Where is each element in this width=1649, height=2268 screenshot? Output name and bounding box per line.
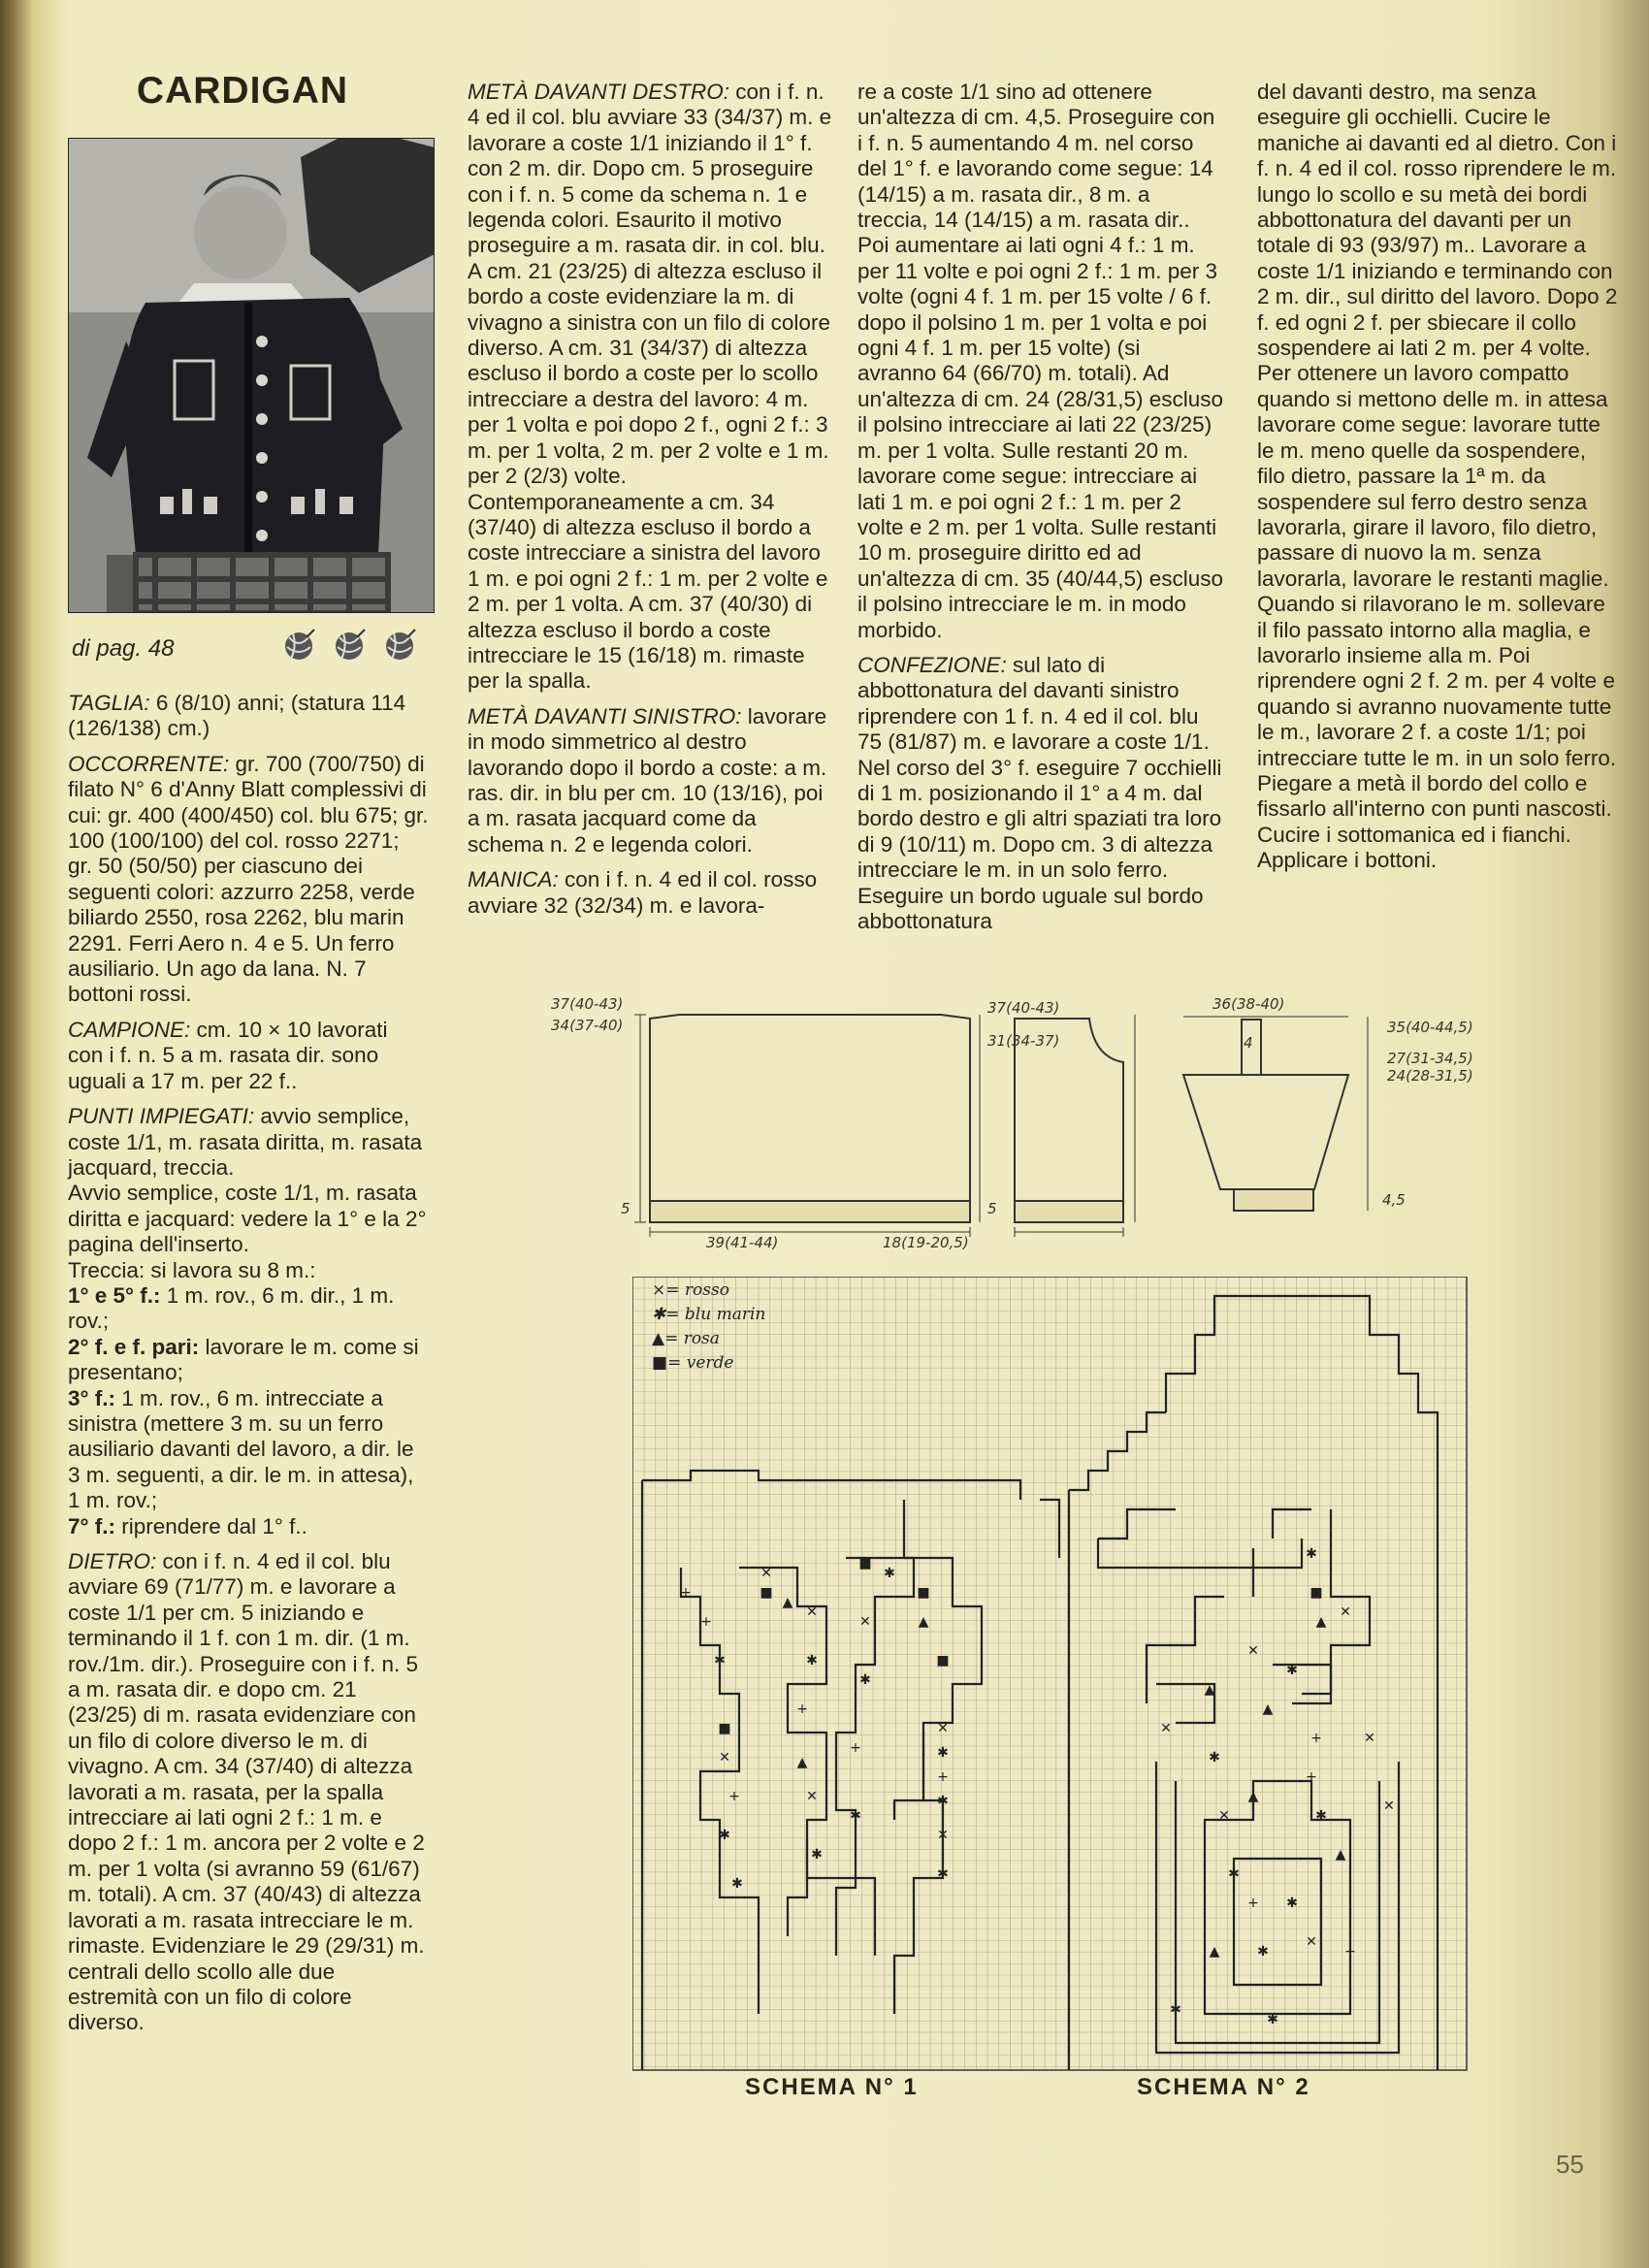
back-schematic — [650, 1015, 970, 1222]
text-column-3 — [857, 80, 1224, 944]
dim-front-width: 18(19-20,5) — [883, 1234, 969, 1251]
svg-text:✱: ✱ — [884, 1566, 895, 1581]
legend-item: ■= verde — [652, 1353, 734, 1373]
svg-text:✱: ✱ — [731, 1876, 743, 1892]
dim-front-rib: 5 — [987, 1200, 997, 1217]
page-number: 55 — [1556, 2150, 1584, 2179]
dim-sleeve-center: 4 — [1244, 1034, 1253, 1052]
paragraph: 1° e 5° f.: 1 m. rov., 6 m. dir., 1 m. rov.; — [68, 1282, 395, 1334]
svg-text:+: + — [937, 1769, 949, 1785]
dim-sleeve-cuff: 4,5 — [1382, 1191, 1406, 1209]
paragraph: 3° f.: 1 m. rov., 6 m. intrecciate a sinistra (mettere 3 m. su un ferro ausiliario davanti del lavoro, a dir. le 3 m. seguenti, a dir. le m. in attesa), 1 m. rov.; — [68, 1385, 414, 1513]
svg-text:▲: ▲ — [782, 1595, 793, 1610]
yarn-ball-icon — [332, 628, 367, 663]
paragraph: PUNTI IMPIEGATI: avvio semplice, coste 1/1, m. rasata diritta, m. rasata jacquard, treccia. — [68, 1104, 423, 1180]
svg-text:✱: ✱ — [850, 1808, 861, 1824]
paragraph: Avvio semplice, coste 1/1, m. rasata diritta e jacquard: vedere la 1° e la 2° pagina dell'inserto. — [68, 1181, 427, 1257]
svg-text:✕: ✕ — [1160, 1721, 1172, 1736]
svg-text:▲: ▲ — [1209, 1944, 1220, 1960]
paragraph: METÀ DAVANTI DESTRO: con i f. n. 4 ed il col. blu avviare 33 (34/37) m. e lavorare a coste 1/1 iniziando il 1° f. con 2 m. dir. Dopo cm. 5 proseguire con i f. n. 5 come da schema n. 1 e legenda colori. Esaurito il motivo proseguire a m. rasata dir. in col. blu. A cm. 21 (23/25) di altezza escluso il bordo a coste evidenziare la m. di vivagno a sinistra con un filo di colore diverso. A cm. 31 (34/37) di altezza escluso il bordo a coste per lo scollo intrecciare a destra del lavoro: 4 m. per 1 volta e poi dopo 2 f., ogni 2 f.: 3 m. per 1 volta, 2 m. per 2 volte e 1 m. per 2 (2/3) volte. Contemporaneamente a cm. 34 (37/40) di altezza escluso il bordo a coste intrecciare a sinistra del lavoro 1 m. e poi ogni 2 f.: 1 m. per 2 volte e 2 m. per 1 volta. A cm. 37 (40/30) di altezza escluso il bordo a coste intrecciare le 15 (16/18) m. rimaste per la spalla. — [468, 80, 832, 694]
page-title: CARDIGAN — [136, 70, 349, 112]
svg-text:✱: ✱ — [1170, 2002, 1181, 2018]
cardigan-photo — [68, 138, 435, 613]
sleeve-schematic — [1183, 1020, 1348, 1211]
paragraph: TAGLIA: 6 (8/10) anni; (statura 114 (126/138) cm.) — [68, 691, 406, 741]
knitting-chart — [632, 1277, 1469, 2072]
svg-text:▲: ▲ — [1315, 1614, 1327, 1630]
svg-text:+: + — [728, 1789, 740, 1804]
svg-text:✕: ✕ — [1364, 1731, 1375, 1746]
color-legend — [652, 1279, 765, 1376]
svg-text:✱: ✱ — [1257, 1944, 1269, 1960]
svg-text:✕: ✕ — [1218, 1808, 1230, 1824]
dim-back-width: 39(41-44) — [706, 1234, 779, 1251]
svg-text:✕: ✕ — [1306, 1934, 1317, 1950]
svg-text:+: + — [796, 1701, 808, 1717]
yarn-ball-icon — [382, 628, 417, 663]
paragraph: CAMPIONE: cm. 10 × 10 lavorati con i f. n. 5 a m. rasata dir. sono uguali a 17 m. per 22 f.. — [68, 1017, 388, 1093]
schema-2-caption: SCHEMA N° 2 — [1137, 2074, 1310, 2100]
svg-text:✱: ✱ — [1267, 2012, 1278, 2027]
svg-text:✱: ✱ — [1286, 1895, 1298, 1911]
svg-text:✱: ✱ — [1209, 1750, 1220, 1766]
svg-text:✕: ✕ — [859, 1614, 871, 1630]
svg-text:✱: ✱ — [714, 1653, 726, 1669]
legend-item: ▲= rosa — [652, 1329, 720, 1348]
svg-text:✱: ✱ — [937, 1866, 949, 1882]
svg-text:✕: ✕ — [806, 1604, 818, 1620]
svg-text:■: ■ — [718, 1721, 731, 1736]
svg-text:✱: ✱ — [719, 1828, 730, 1843]
dim-sleeve-h1: 35(40-44,5) — [1387, 1019, 1473, 1036]
svg-text:✕: ✕ — [1247, 1643, 1259, 1659]
svg-text:✕: ✕ — [806, 1789, 818, 1804]
legend-item: ✱= blu marin — [652, 1305, 766, 1324]
dim-sleeve-top-width: 36(38-40) — [1212, 995, 1285, 1013]
dim-front-height-total: 37(40-43) — [987, 999, 1060, 1017]
paragraph: OCCORRENTE: gr. 700 (700/750) di filato N° 6 d'Anny Blatt complessivi di cui: gr. 400 (400/450) col. blu 675; gr. 100 (100/100) del col. rosso 2271; gr. 50 (50/50) per ciascuno dei seguenti colori: azzurro 2258, verde biliardo 2550, rosa 2262, blu marin 2291. Ferri Aero n. 4 e 5. Un ferro ausiliario. Un ago da lana. N. 7 bottoni rossi. — [68, 751, 429, 1007]
svg-text:✕: ✕ — [937, 1828, 949, 1843]
svg-text:+: + — [1306, 1769, 1317, 1785]
svg-text:✱: ✱ — [1315, 1808, 1327, 1824]
dim-back-rib: 5 — [621, 1200, 630, 1217]
svg-text:✕: ✕ — [719, 1750, 730, 1766]
yarn-ball-icon — [281, 628, 316, 663]
dim-sleeve-h2: 27(31-34,5) — [1387, 1050, 1473, 1067]
paragraph: re a coste 1/1 sino ad ottenere un'altezza di cm. 4,5. Proseguire con i f. n. 5 aumentando 4 m. nel corso del 1° f. e lavorando come segue: 14 (14/15) a m. rasata dir., 8 m. a treccia, 14 (14/15) a m. rasata dir.. Poi aumentare ai lati ogni 4 f.: 1 m. per 11 volte e poi ogni 2 f.: 1 m. per 3 volte (ogni 4 f. 1 m. per 15 volte / 6 f. dopo il polsino 1 m. per 1 volta e poi ogni 4 f. 1 m. per 15 volte) (si avranno 64 (66/70) m. totali). Ad un'altezza di cm. 24 (28/31,5) escluso il polsino intrecciare ai lati 22 (23/25) m. per 1 volta. Sulle restanti 20 m. lavorare come segue: intrecciare ai lati 1 m. e poi ogni 2 f.: 1 m. per 2 volte e 2 m. per 1 volta. Sulle restanti 10 m. proseguire diritto ed ad un'altezza di cm. 35 (40/44,5) escluso il polsino intrecciare le m. in modo morbido. — [857, 80, 1223, 642]
legend-item: ×= rosso — [652, 1280, 729, 1300]
svg-text:✕: ✕ — [760, 1566, 772, 1581]
dim-back-height-total: 37(40-43) — [551, 995, 624, 1013]
svg-text:■: ■ — [936, 1653, 950, 1669]
svg-text:✕: ✕ — [1383, 1798, 1395, 1814]
schema-1-caption: SCHEMA N° 1 — [745, 2074, 919, 2100]
svg-text:■: ■ — [1310, 1585, 1323, 1601]
svg-text:+: + — [1344, 1944, 1356, 1960]
svg-text:▲: ▲ — [796, 1755, 808, 1770]
svg-text:✕: ✕ — [937, 1721, 949, 1736]
paragraph: METÀ DAVANTI SINISTRO: lavorare in modo simmetrico al destro lavorando dopo il bordo a coste: a m. ras. dir. in blu per cm. 10 (13/16), poi a m. rasata jacquard come da schema n. 2 e legenda colori. — [468, 703, 827, 857]
svg-text:+: + — [1310, 1731, 1322, 1746]
paragraph: 7° f.: riprendere dal 1° f.. — [68, 1513, 307, 1539]
svg-text:✱: ✱ — [1286, 1663, 1298, 1678]
paragraph: Treccia: si lavora su 8 m.: — [68, 1257, 316, 1282]
svg-text:▲: ▲ — [1247, 1789, 1259, 1804]
svg-text:+: + — [1247, 1895, 1259, 1911]
svg-text:✱: ✱ — [1306, 1546, 1317, 1562]
dim-front-height-mid: 31(34-37) — [987, 1032, 1060, 1050]
child-in-cardigan-illustration — [68, 138, 435, 613]
paragraph: DIETRO: con i f. n. 4 ed il col. blu avviare 69 (71/77) m. e lavorare a coste 1/1 per cm. 5 iniziando e terminando il 1 f. con 1 m. dir. (1 m. rov./1m. dir.). Proseguire con i f. n. 5 a m. rasata dir. e dopo cm. 21 (23/25) di m. rasata evidenziare con un filo di colore diverso le m. di vivagno. A cm. 34 (37/40) di altezza lavorati a m. rasata, per la spalla intrecciare ai lati ogni 2 f.: 1 m. e dopo 2 f.: 1 m. ancora per 2 volte e 2 m. per 1 volta (si avranno 59 (61/67) m. totali). A cm. 37 (40/43) di altezza lavorati a m. rasata intrecciare le m. rimaste. Evidenziare le 29 (29/31) m. centrali dello scollo alle due estremità con un filo di colore diverso. — [68, 1549, 425, 2035]
text-column-2 — [468, 80, 834, 928]
page-reference: di pag. 48 — [72, 635, 175, 662]
dim-back-height-mid: 34(37-40) — [551, 1017, 624, 1034]
svg-text:✱: ✱ — [859, 1672, 871, 1688]
paragraph: CONFEZIONE: sul lato di abbottonatura del davanti sinistro riprendere con 1 f. n. 4 ed il col. blu 75 (81/87) m. e lavorare a coste 1/1. Nel corso del 3° f. eseguire 7 occhielli di 1 m. posizionando il 1° a 4 m. dal bordo destro e gli altri spaziati tra loro di 9 (10/11) m. Dopo cm. 3 di altezza intrecciare le m. in un solo ferro. Eseguire un bordo uguale sul bordo abbottonatura — [857, 652, 1222, 933]
paragraph: del davanti destro, ma senza eseguire gli occhielli. Cucire le maniche ai davanti ed al dietro. Con i f. n. 4 ed il col. rosso riprendere le m. lungo lo scollo e su metà dei bordi abbottonatura del davanti per un totale di 93 (93/97) m.. Lavorare a coste 1/1 iniziando e terminando con 2 m. dir., sul diritto del lavoro. Dopo 2 f. ed ogni 2 f. per sbiecare il collo sospendere ai lati 2 m. per 4 volte. Per ottenere un lavoro compatto quando si mettono delle m. in attesa lavorare come segue: lavorare tutte le m. meno quelle da sospendere, filo dietro, passare la 1ª m. da sospendere sul ferro destro senza lavorarla, girare il lavoro, filo dietro, passare di nuovo la m. senza lavorarla, lavorare le restanti maglie. Quando si rilavorano le m. sollevare il filo passato intorno alla maglia, e lavorarlo insieme alla m. Poi riprendere ogni 2 f. 2 m. per 4 volte e quando si avranno nuovamente tutte le m., lavorare 2 f. a coste 1/1; poi intrecciare tutte le m. in un solo ferro. Piegare a metà il bordo del collo e fissarlo all'interno con punti nascosti. Cucire i sottomanica ed i fianchi. Applicare i bottoni. — [1257, 80, 1618, 873]
svg-text:✱: ✱ — [937, 1794, 949, 1809]
svg-text:▲: ▲ — [918, 1614, 929, 1630]
paragraph: 2° f. e f. pari: lavorare le m. come si presentano; — [68, 1334, 419, 1385]
svg-text:■: ■ — [917, 1585, 930, 1601]
svg-text:✱: ✱ — [806, 1653, 818, 1669]
svg-text:▲: ▲ — [1262, 1701, 1274, 1717]
svg-text:▲: ▲ — [1204, 1682, 1215, 1698]
svg-text:+: + — [700, 1614, 712, 1630]
dim-sleeve-h3: 24(28-31,5) — [1387, 1067, 1473, 1085]
svg-text:✱: ✱ — [937, 1745, 949, 1761]
paragraph: MANICA: con i f. n. 4 ed il col. rosso avviare 32 (32/34) m. e lavora- — [468, 867, 818, 918]
text-column-1 — [68, 691, 429, 2046]
svg-text:+: + — [680, 1585, 692, 1601]
svg-text:▲: ▲ — [1335, 1847, 1346, 1863]
svg-text:✕: ✕ — [1340, 1604, 1351, 1620]
text-column-4 — [1257, 80, 1618, 884]
svg-text:✱: ✱ — [811, 1847, 823, 1863]
svg-text:■: ■ — [858, 1556, 872, 1571]
svg-text:✱: ✱ — [1228, 1866, 1240, 1882]
svg-text:■: ■ — [760, 1585, 773, 1601]
svg-text:+: + — [850, 1740, 861, 1756]
